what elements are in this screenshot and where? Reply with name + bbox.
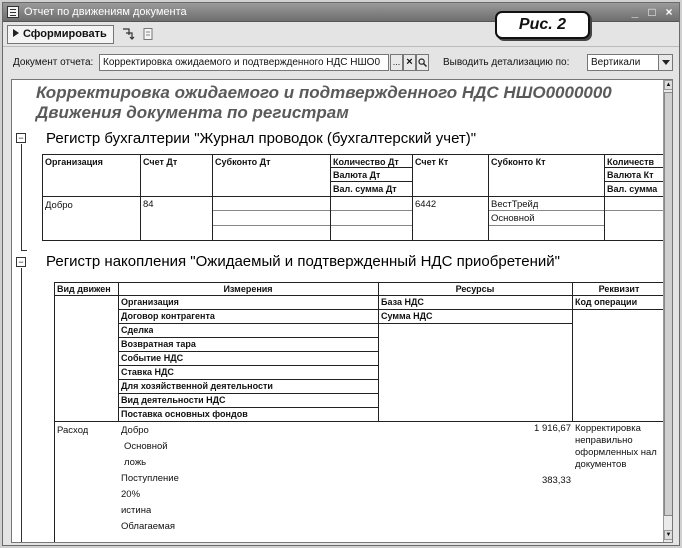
select-document-button[interactable]: ... <box>390 54 403 71</box>
scroll-thumb[interactable] <box>664 92 673 516</box>
group-1-line <box>21 144 22 250</box>
report-title: Корректировка ожидаемого и подтвержденного НДС НШО0000000 <box>36 83 612 102</box>
dim-header: Возвратная тара <box>121 339 196 349</box>
cell-org: Добро <box>45 200 73 211</box>
maximize-icon[interactable]: □ <box>648 5 656 19</box>
cell-base: 1 916,67 <box>534 423 571 434</box>
dim-value: Облагаемая <box>121 521 176 532</box>
toolbar <box>3 23 679 47</box>
cell-movement: Расход <box>57 425 89 436</box>
register-1-title: Регистр бухгалтерии "Журнал проводок (бухгалтерский учет)" <box>46 130 477 147</box>
figure-badge: Рис. 2 <box>495 11 590 39</box>
clear-document-button[interactable]: × <box>403 54 416 71</box>
dim-value: истина <box>121 505 152 516</box>
detail-select[interactable]: Вертикали <box>587 54 659 71</box>
generate-button-label: Сформировать <box>23 28 107 40</box>
dim-header: Событие НДС <box>121 353 184 363</box>
cell-operation: Корректировка <box>575 423 641 434</box>
dim-value: 20% <box>121 489 141 500</box>
attr-header: Код операции <box>575 297 638 307</box>
cell-operation: документов <box>575 459 627 470</box>
dim-value: Поступление <box>121 473 179 484</box>
chevron-down-icon <box>662 60 670 65</box>
col-header-qty-dt: Количество Дт <box>333 157 399 167</box>
col-header-acc-kt: Счет Кт <box>415 157 449 167</box>
col-header-attributes: Реквизит <box>598 284 640 294</box>
dim-value: Добро <box>121 425 149 436</box>
report-subtitle: Движения документа по регистрам <box>36 103 349 122</box>
open-document-button[interactable] <box>416 54 429 71</box>
col-header-sub-kt: Субконто Кт <box>491 157 546 167</box>
dim-header: Сделка <box>121 325 154 335</box>
col-header-qty-kt: Количеств <box>607 157 655 167</box>
dim-header: Поставка основных фондов <box>121 409 248 419</box>
document-icon[interactable] <box>141 27 155 41</box>
col-header-movement: Вид движен <box>57 284 111 294</box>
dim-header: Вид деятельности НДС <box>121 395 226 405</box>
res-header: Сумма НДС <box>381 311 433 321</box>
detail-label: Выводить детализацию по: <box>443 57 570 68</box>
scroll-down-icon[interactable]: ▼ <box>665 532 672 538</box>
parameters-panel <box>3 51 679 75</box>
cell-acc-kt: 6442 <box>415 199 437 210</box>
cell-operation: неправильно <box>575 435 633 446</box>
minimize-icon[interactable]: _ <box>631 5 639 19</box>
play-icon <box>13 29 19 37</box>
report-window <box>2 2 680 546</box>
res-header: База НДС <box>381 297 424 307</box>
collapse-group-2-icon[interactable]: − <box>16 257 26 267</box>
cell-vat: 383,33 <box>541 475 571 486</box>
group-2-line <box>21 268 22 543</box>
cell-operation: оформленных нал <box>575 447 657 458</box>
expand-icon[interactable] <box>121 27 135 41</box>
dim-value: Основной <box>124 441 168 452</box>
dim-header: Организация <box>121 297 179 307</box>
window-title: Отчет по движениям документа <box>24 6 187 18</box>
vertical-scrollbar[interactable] <box>663 80 673 542</box>
document-label: Документ отчета: <box>13 57 94 68</box>
dim-value: ложь <box>124 457 147 468</box>
col-header-acc-dt: Счет Дт <box>143 157 178 167</box>
report-area <box>11 79 673 543</box>
search-icon <box>418 58 427 67</box>
close-icon[interactable]: × <box>665 5 673 19</box>
dim-header: Для хозяйственной деятельности <box>121 381 273 391</box>
cell-sub-kt-2: Основной <box>491 213 535 224</box>
register-2-title: Регистр накопления "Ожидаемый и подтвержденный НДС приобретений" <box>46 253 560 270</box>
dim-header: Ставка НДС <box>121 367 174 377</box>
col-header-dimensions: Измерения <box>223 284 273 294</box>
col-header-sub-dt: Субконто Дт <box>215 157 271 167</box>
group-1-end <box>21 250 27 251</box>
dim-header: Договор контрагента <box>121 311 215 321</box>
generate-button[interactable] <box>7 25 114 44</box>
scroll-up-icon[interactable]: ▲ <box>665 82 672 88</box>
collapse-group-1-icon[interactable]: − <box>16 133 26 143</box>
col-header-org: Организация <box>45 157 103 167</box>
col-header-resources: Ресурсы <box>455 284 495 294</box>
col-header-cur-dt: Валюта Дт <box>333 170 381 180</box>
detail-dropdown-button[interactable] <box>658 54 673 71</box>
cell-sub-kt-1: ВестТрейд <box>491 199 539 210</box>
document-field[interactable]: Корректировка ожидаемого и подтвержденного НДС НШО0 <box>99 54 389 71</box>
col-header-cursum-dt: Вал. сумма Дт <box>333 184 397 194</box>
col-header-cursum-kt: Вал. сумма <box>607 184 658 194</box>
col-header-cur-kt: Валюта Кт <box>607 170 654 180</box>
cell-acc-dt: 84 <box>143 199 154 210</box>
window-icon <box>7 6 19 18</box>
